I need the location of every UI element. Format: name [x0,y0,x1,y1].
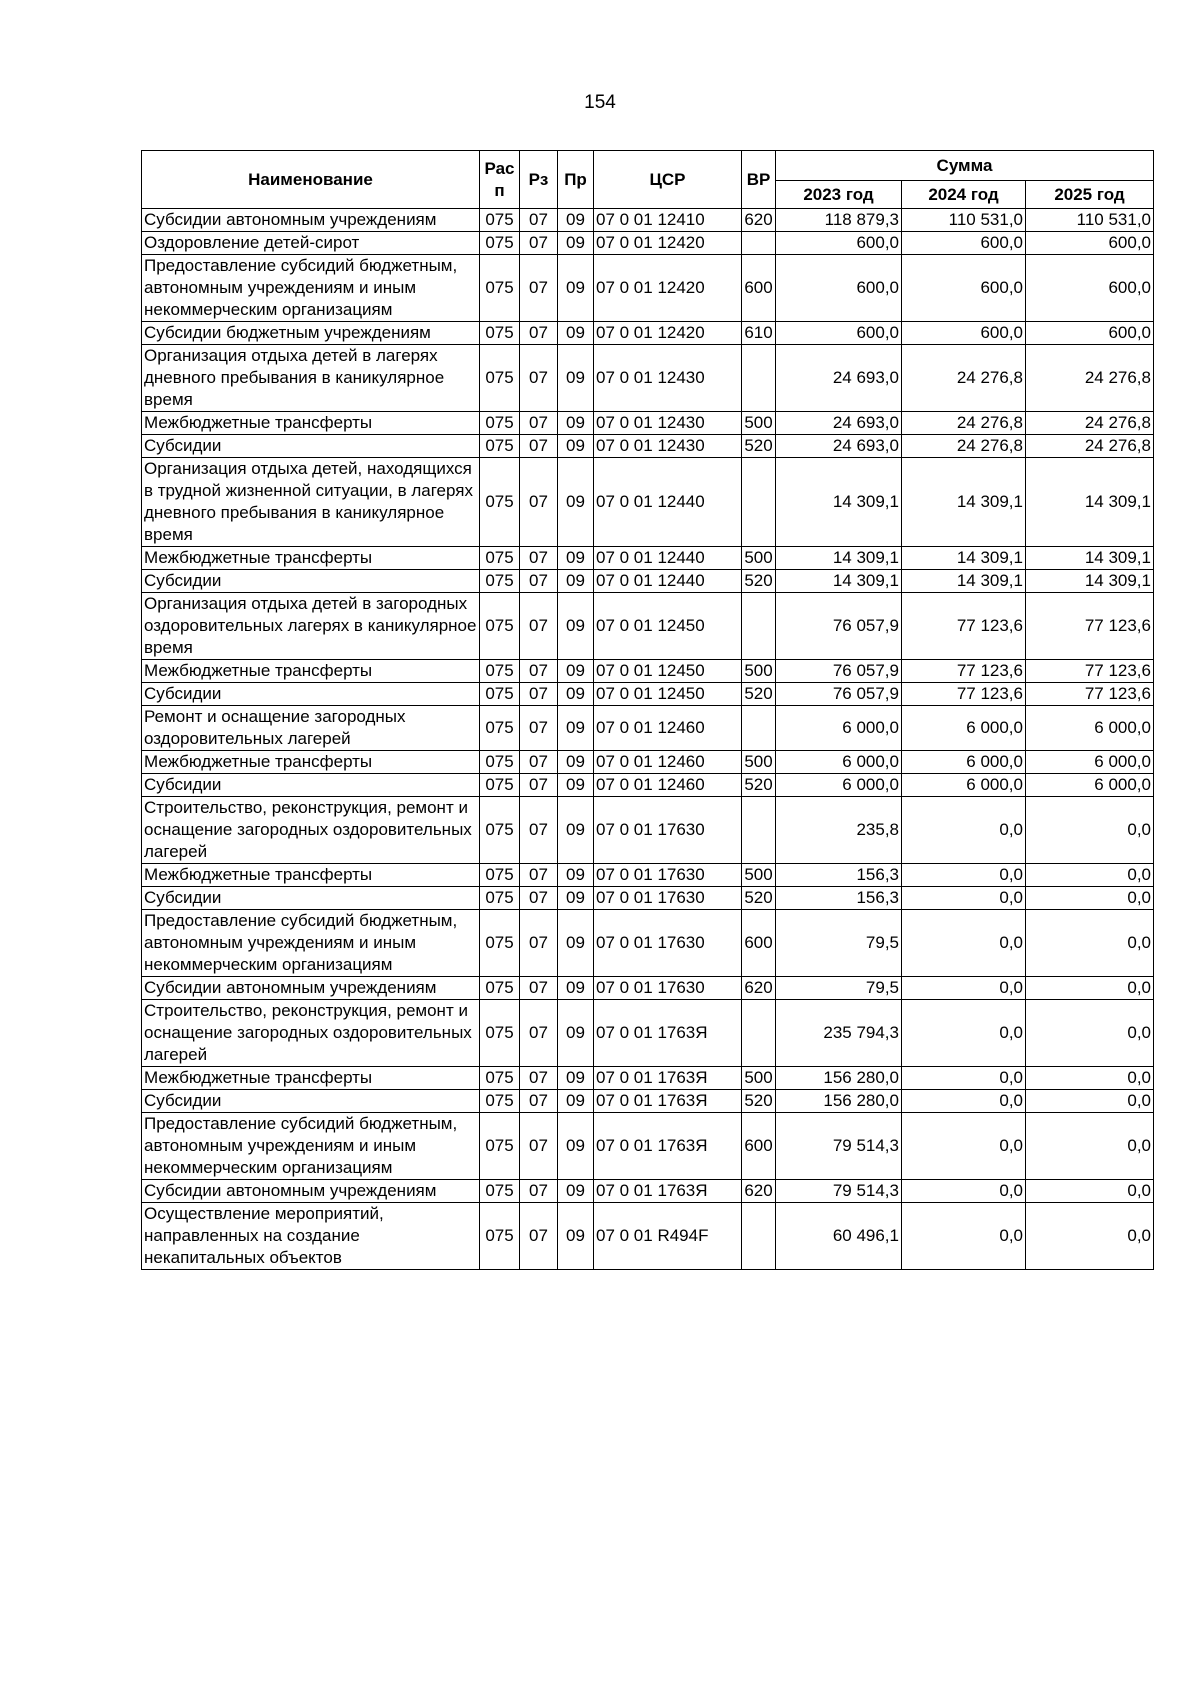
page-number: 154 [584,92,616,113]
row-rz: 07 [520,412,558,435]
row-sum-2023: 600,0 [776,232,902,255]
row-rasp: 075 [480,458,520,547]
row-sum-2024: 77 123,6 [902,683,1026,706]
row-sum-2025: 600,0 [1026,322,1154,345]
row-csr: 07 0 01 1763Я [594,1067,742,1090]
row-rasp: 075 [480,345,520,412]
row-rasp: 075 [480,255,520,322]
row-sum-2024: 6 000,0 [902,774,1026,797]
row-pr: 09 [558,547,594,570]
row-rz: 07 [520,1000,558,1067]
header-year-2025: 2025 год [1026,181,1154,209]
row-sum-2023: 14 309,1 [776,570,902,593]
row-csr: 07 0 01 17630 [594,864,742,887]
row-name: Межбюджетные трансферты [142,1067,480,1090]
header-rz: Рз [520,151,558,209]
row-sum-2023: 24 693,0 [776,435,902,458]
row-vr [742,1000,776,1067]
row-sum-2024: 6 000,0 [902,751,1026,774]
row-pr: 09 [558,910,594,977]
row-rasp: 075 [480,1067,520,1090]
row-sum-2024: 600,0 [902,322,1026,345]
budget-table [141,150,1154,1270]
row-csr: 07 0 01 17630 [594,797,742,864]
row-sum-2024: 0,0 [902,797,1026,864]
row-csr: 07 0 01 17630 [594,977,742,1000]
row-name: Субсидии автономным учреждениям [142,1180,480,1203]
row-sum-2023: 79,5 [776,977,902,1000]
row-name: Ремонт и оснащение загородных оздоровительных лагерей [142,706,480,751]
row-sum-2023: 118 879,3 [776,209,902,232]
row-sum-2023: 24 693,0 [776,412,902,435]
row-rz: 07 [520,1180,558,1203]
table-row [142,547,1154,570]
row-name: Организация отдыха детей в загородных оздоровительных лагерях в каникулярное время [142,593,480,660]
row-rasp: 075 [480,706,520,751]
row-rasp: 075 [480,910,520,977]
row-sum-2023: 600,0 [776,255,902,322]
row-sum-2024: 0,0 [902,887,1026,910]
row-sum-2025: 0,0 [1026,887,1154,910]
table-row [142,706,1154,751]
row-sum-2025: 14 309,1 [1026,458,1154,547]
row-name: Субсидии автономным учреждениям [142,209,480,232]
row-rasp: 075 [480,435,520,458]
row-name: Межбюджетные трансферты [142,547,480,570]
row-pr: 09 [558,660,594,683]
row-sum-2024: 0,0 [902,910,1026,977]
row-pr: 09 [558,458,594,547]
row-rasp: 075 [480,593,520,660]
row-csr: 07 0 01 12450 [594,593,742,660]
row-csr: 07 0 01 1763Я [594,1113,742,1180]
row-sum-2025: 14 309,1 [1026,570,1154,593]
row-rz: 07 [520,345,558,412]
row-pr: 09 [558,412,594,435]
table-row [142,209,1154,232]
row-rz: 07 [520,255,558,322]
row-vr: 500 [742,660,776,683]
row-csr: 07 0 01 12450 [594,660,742,683]
table-row [142,910,1154,977]
row-rz: 07 [520,232,558,255]
row-rz: 07 [520,887,558,910]
table-row [142,570,1154,593]
row-sum-2023: 14 309,1 [776,458,902,547]
row-rz: 07 [520,774,558,797]
row-sum-2023: 24 693,0 [776,345,902,412]
row-sum-2023: 235 794,3 [776,1000,902,1067]
row-sum-2025: 0,0 [1026,910,1154,977]
row-sum-2025: 0,0 [1026,1180,1154,1203]
row-pr: 09 [558,570,594,593]
row-name: Организация отдыха детей в лагерях дневного пребывания в каникулярное время [142,345,480,412]
row-name: Межбюджетные трансферты [142,751,480,774]
row-vr: 520 [742,887,776,910]
row-sum-2023: 156,3 [776,864,902,887]
row-rz: 07 [520,977,558,1000]
row-rasp: 075 [480,751,520,774]
row-rz: 07 [520,1090,558,1113]
row-sum-2025: 6 000,0 [1026,774,1154,797]
row-vr: 600 [742,910,776,977]
row-sum-2025: 0,0 [1026,797,1154,864]
row-vr: 520 [742,683,776,706]
row-pr: 09 [558,322,594,345]
row-name: Субсидии автономным учреждениям [142,977,480,1000]
row-vr: 500 [742,751,776,774]
row-csr: 07 0 01 1763Я [594,1090,742,1113]
row-csr: 07 0 01 12410 [594,209,742,232]
table-row [142,774,1154,797]
row-vr [742,458,776,547]
row-sum-2025: 24 276,8 [1026,412,1154,435]
row-vr: 520 [742,435,776,458]
row-sum-2025: 24 276,8 [1026,435,1154,458]
row-rasp: 075 [480,1090,520,1113]
row-rz: 07 [520,864,558,887]
row-vr: 500 [742,1067,776,1090]
table-row [142,232,1154,255]
row-pr: 09 [558,774,594,797]
row-name: Субсидии [142,774,480,797]
row-sum-2024: 14 309,1 [902,570,1026,593]
row-rz: 07 [520,751,558,774]
row-sum-2023: 14 309,1 [776,547,902,570]
row-sum-2023: 235,8 [776,797,902,864]
row-vr [742,706,776,751]
row-sum-2024: 600,0 [902,255,1026,322]
row-sum-2025: 77 123,6 [1026,660,1154,683]
row-pr: 09 [558,345,594,412]
row-pr: 09 [558,683,594,706]
row-rasp: 075 [480,977,520,1000]
table-row [142,412,1154,435]
row-vr: 620 [742,1180,776,1203]
row-rz: 07 [520,1067,558,1090]
row-rz: 07 [520,209,558,232]
row-vr: 620 [742,209,776,232]
row-name: Субсидии [142,570,480,593]
row-pr: 09 [558,593,594,660]
row-pr: 09 [558,435,594,458]
row-pr: 09 [558,255,594,322]
header-pr: Пр [558,151,594,209]
row-sum-2025: 0,0 [1026,1203,1154,1270]
row-rasp: 075 [480,660,520,683]
row-vr: 610 [742,322,776,345]
row-name: Оздоровление детей-сирот [142,232,480,255]
row-name: Межбюджетные трансферты [142,660,480,683]
row-csr: 07 0 01 12440 [594,458,742,547]
table-row [142,751,1154,774]
row-sum-2024: 77 123,6 [902,593,1026,660]
row-csr: 07 0 01 12420 [594,255,742,322]
row-csr: 07 0 01 12460 [594,751,742,774]
row-name: Субсидии [142,683,480,706]
row-rz: 07 [520,1203,558,1270]
row-csr: 07 0 01 12460 [594,774,742,797]
row-sum-2023: 79 514,3 [776,1113,902,1180]
row-vr: 520 [742,570,776,593]
row-sum-2023: 6 000,0 [776,706,902,751]
row-sum-2023: 60 496,1 [776,1203,902,1270]
row-sum-2023: 156,3 [776,887,902,910]
row-sum-2023: 6 000,0 [776,774,902,797]
row-sum-2025: 6 000,0 [1026,751,1154,774]
row-rasp: 075 [480,232,520,255]
row-name: Межбюджетные трансферты [142,412,480,435]
row-rz: 07 [520,1113,558,1180]
row-rasp: 075 [480,797,520,864]
row-pr: 09 [558,706,594,751]
row-rasp: 075 [480,412,520,435]
row-sum-2023: 156 280,0 [776,1090,902,1113]
row-sum-2023: 76 057,9 [776,660,902,683]
row-name: Субсидии бюджетным учреждениям [142,322,480,345]
row-rz: 07 [520,910,558,977]
row-sum-2025: 77 123,6 [1026,683,1154,706]
row-rz: 07 [520,683,558,706]
table-row [142,255,1154,322]
row-sum-2024: 0,0 [902,1113,1026,1180]
row-csr: 07 0 01 12430 [594,345,742,412]
row-sum-2025: 0,0 [1026,977,1154,1000]
table-row [142,322,1154,345]
row-rasp: 075 [480,1180,520,1203]
row-sum-2024: 14 309,1 [902,547,1026,570]
row-pr: 09 [558,1180,594,1203]
row-rasp: 075 [480,887,520,910]
table-row [142,797,1154,864]
row-sum-2024: 24 276,8 [902,345,1026,412]
row-sum-2025: 77 123,6 [1026,593,1154,660]
row-sum-2023: 76 057,9 [776,683,902,706]
row-name: Осуществление мероприятий, направленных на создание некапитальных объектов [142,1203,480,1270]
row-pr: 09 [558,1000,594,1067]
row-name: Межбюджетные трансферты [142,864,480,887]
table-row [142,683,1154,706]
row-rz: 07 [520,435,558,458]
row-rasp: 075 [480,322,520,345]
row-sum-2025: 110 531,0 [1026,209,1154,232]
row-rasp: 075 [480,570,520,593]
row-vr [742,345,776,412]
table-row [142,345,1154,412]
row-csr: 07 0 01 1763Я [594,1000,742,1067]
table-row [142,1113,1154,1180]
row-sum-2023: 76 057,9 [776,593,902,660]
row-rz: 07 [520,797,558,864]
table-row [142,1203,1154,1270]
table-row [142,435,1154,458]
row-rasp: 075 [480,1203,520,1270]
row-sum-2024: 600,0 [902,232,1026,255]
row-pr: 09 [558,864,594,887]
row-csr: 07 0 01 R494F [594,1203,742,1270]
row-name: Строительство, реконструкция, ремонт и оснащение загородных оздоровительных лагерей [142,797,480,864]
row-pr: 09 [558,797,594,864]
row-name: Организация отдыха детей, находящихся в трудной жизненной ситуации, в лагерях дневного пребывания в каникулярное время [142,458,480,547]
row-rz: 07 [520,458,558,547]
row-sum-2025: 0,0 [1026,1000,1154,1067]
row-csr: 07 0 01 1763Я [594,1180,742,1203]
row-csr: 07 0 01 12460 [594,706,742,751]
row-rz: 07 [520,593,558,660]
row-pr: 09 [558,1067,594,1090]
table-row [142,458,1154,547]
row-pr: 09 [558,1203,594,1270]
row-rz: 07 [520,547,558,570]
row-sum-2024: 77 123,6 [902,660,1026,683]
header-sum: Сумма [776,151,1154,181]
table-row [142,977,1154,1000]
row-sum-2024: 14 309,1 [902,458,1026,547]
row-sum-2024: 110 531,0 [902,209,1026,232]
row-sum-2023: 6 000,0 [776,751,902,774]
row-sum-2023: 600,0 [776,322,902,345]
row-vr: 600 [742,1113,776,1180]
row-sum-2025: 0,0 [1026,1067,1154,1090]
row-sum-2024: 24 276,8 [902,435,1026,458]
row-vr [742,797,776,864]
row-name: Строительство, реконструкция, ремонт и оснащение загородных оздоровительных лагерей [142,1000,480,1067]
row-csr: 07 0 01 17630 [594,910,742,977]
row-rasp: 075 [480,774,520,797]
row-name: Субсидии [142,1090,480,1113]
row-rz: 07 [520,706,558,751]
row-pr: 09 [558,887,594,910]
row-sum-2025: 600,0 [1026,232,1154,255]
row-rz: 07 [520,322,558,345]
row-vr: 500 [742,412,776,435]
row-sum-2024: 0,0 [902,1180,1026,1203]
row-vr [742,1203,776,1270]
table-row [142,1067,1154,1090]
row-csr: 07 0 01 12450 [594,683,742,706]
row-rz: 07 [520,660,558,683]
header-vr: ВР [742,151,776,209]
row-name: Предоставление субсидий бюджетным, автономным учреждениям и иным некоммерческим организациям [142,255,480,322]
row-csr: 07 0 01 12420 [594,232,742,255]
row-pr: 09 [558,1090,594,1113]
header-year-2024: 2024 год [902,181,1026,209]
row-sum-2024: 0,0 [902,977,1026,1000]
row-sum-2025: 6 000,0 [1026,706,1154,751]
row-csr: 07 0 01 17630 [594,887,742,910]
row-sum-2024: 0,0 [902,1090,1026,1113]
row-sum-2024: 6 000,0 [902,706,1026,751]
row-sum-2025: 0,0 [1026,1113,1154,1180]
row-pr: 09 [558,1113,594,1180]
row-sum-2024: 0,0 [902,1203,1026,1270]
row-rasp: 075 [480,547,520,570]
header-csr: ЦСР [594,151,742,209]
row-rasp: 075 [480,683,520,706]
header-rasp: Рас п [480,151,520,209]
row-vr [742,232,776,255]
row-sum-2025: 24 276,8 [1026,345,1154,412]
row-vr: 520 [742,774,776,797]
table-row [142,1180,1154,1203]
row-name: Предоставление субсидий бюджетным, автономным учреждениям и иным некоммерческим организациям [142,1113,480,1180]
row-pr: 09 [558,232,594,255]
row-rz: 07 [520,570,558,593]
row-name: Субсидии [142,887,480,910]
row-rasp: 075 [480,864,520,887]
row-sum-2024: 0,0 [902,1067,1026,1090]
row-csr: 07 0 01 12420 [594,322,742,345]
table-row [142,1090,1154,1113]
row-pr: 09 [558,209,594,232]
row-vr: 500 [742,547,776,570]
row-sum-2024: 0,0 [902,864,1026,887]
row-sum-2025: 14 309,1 [1026,547,1154,570]
row-sum-2023: 156 280,0 [776,1067,902,1090]
row-sum-2025: 600,0 [1026,255,1154,322]
row-vr: 620 [742,977,776,1000]
row-rasp: 075 [480,209,520,232]
row-sum-2024: 0,0 [902,1000,1026,1067]
row-sum-2024: 24 276,8 [902,412,1026,435]
row-vr [742,593,776,660]
table-row [142,1000,1154,1067]
row-pr: 09 [558,751,594,774]
row-pr: 09 [558,977,594,1000]
row-sum-2023: 79,5 [776,910,902,977]
row-vr: 500 [742,864,776,887]
header-name: Наименование [142,151,480,209]
row-sum-2025: 0,0 [1026,864,1154,887]
header-year-2023: 2023 год [776,181,902,209]
table-row [142,593,1154,660]
row-csr: 07 0 01 12430 [594,435,742,458]
row-csr: 07 0 01 12430 [594,412,742,435]
row-vr: 520 [742,1090,776,1113]
row-name: Предоставление субсидий бюджетным, автономным учреждениям и иным некоммерческим организациям [142,910,480,977]
row-csr: 07 0 01 12440 [594,547,742,570]
row-name: Субсидии [142,435,480,458]
row-rasp: 075 [480,1113,520,1180]
row-sum-2023: 79 514,3 [776,1180,902,1203]
row-csr: 07 0 01 12440 [594,570,742,593]
table-row [142,864,1154,887]
row-sum-2025: 0,0 [1026,1090,1154,1113]
table-row [142,887,1154,910]
table-row [142,660,1154,683]
row-vr: 600 [742,255,776,322]
row-rasp: 075 [480,1000,520,1067]
